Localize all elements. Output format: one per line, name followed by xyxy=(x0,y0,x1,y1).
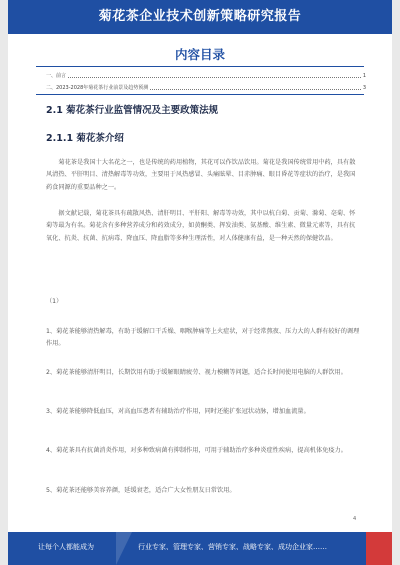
list-note: （1） xyxy=(46,298,63,305)
toc-entry-2[interactable] xyxy=(46,84,366,91)
list-item-3: 3、菊花茶能够降低血压，对高血压患者有辅助治疗作用，同时还能扩张冠状动脉，增加血流量。 xyxy=(46,408,310,415)
page-number: 4 xyxy=(353,516,357,522)
toc-entry-label: 二、2023-2028年菊花茶行业前景及趋势预测 xyxy=(46,85,149,91)
document-page xyxy=(8,0,392,565)
body-paragraph-1: 菊花茶是我国十大名花之一，也是传统的药用植物，其花可以作饮品饮用。菊花是我国传统常用中药，具有散风清热、平肝明目、清热解毒等功效，主要用于风热感冒、头痛眩晕、目赤肿痛、眼目昏花等症状的治疗，是我国药食同源的重要品种之一。 xyxy=(46,159,356,191)
toc-dot-leader xyxy=(68,77,361,78)
toc-dot-leader xyxy=(150,89,361,90)
toc-top-rule xyxy=(36,66,364,67)
report-title-banner: 菊花茶企业技术创新策略研究报告 xyxy=(8,0,392,34)
list-item-1: 1、菊花茶能够清热解毒，有助于缓解口干舌燥、咽喉肿痛等上火症状，对于经常熬夜、压力大的人群有较好的调理作用。 xyxy=(46,328,360,348)
toc-title: 内容目录 xyxy=(174,47,225,62)
footer-accent-block xyxy=(366,532,392,565)
toc-entry-1[interactable] xyxy=(46,72,366,79)
footer-wedge-decoration xyxy=(116,532,132,565)
footer-tagline: 行业专家、管理专家、营销专家、战略专家、成功企业家…… xyxy=(138,543,327,551)
section-heading: 2.1 菊花茶行业监管情况及主要政策法规 xyxy=(46,105,219,116)
list-item-5: 5、菊花茶还能够美容养颜，延缓衰老，适合广大女性朋友日常饮用。 xyxy=(46,487,236,494)
toc-bottom-rule xyxy=(36,94,364,95)
toc-entry-page: 3 xyxy=(362,85,366,91)
footer-banner xyxy=(8,532,392,565)
toc-entry-label: 一、前言 xyxy=(46,73,67,79)
list-item-4: 4、菊花茶具有抗菌消炎作用，对多种致病菌有抑制作用，可用于辅助治疗多种炎症性疾病，提高机体免疫力。 xyxy=(46,447,347,454)
list-item-2: 2、菊花茶能够清肝明目，长期饮用有助于缓解眼睛疲劳、视力模糊等问题，适合长时间使用电脑的人群饮用。 xyxy=(46,369,347,376)
body-paragraph-2: 据文献记载，菊花茶具有疏散风热、清肝明目、平肝阳、解毒等功效，其中以杭白菊、贡菊、滁菊、亳菊、怀菊等最为有名。菊花含有多种营养成分和药效成分，如黄酮类、挥发油类、氨基酸、维生素、微量元素等，具有抗氧化、抗炎、抗菌、抗病毒、降血压、降血脂等多种生理活性，对人体健康有益，是一种天然的保健饮品。 xyxy=(46,210,356,242)
footer-slogan: 让每个人都能成为 xyxy=(38,543,94,551)
subsection-heading: 2.1.1 菊花茶介绍 xyxy=(46,133,124,144)
toc-entry-page: 1 xyxy=(362,73,366,79)
